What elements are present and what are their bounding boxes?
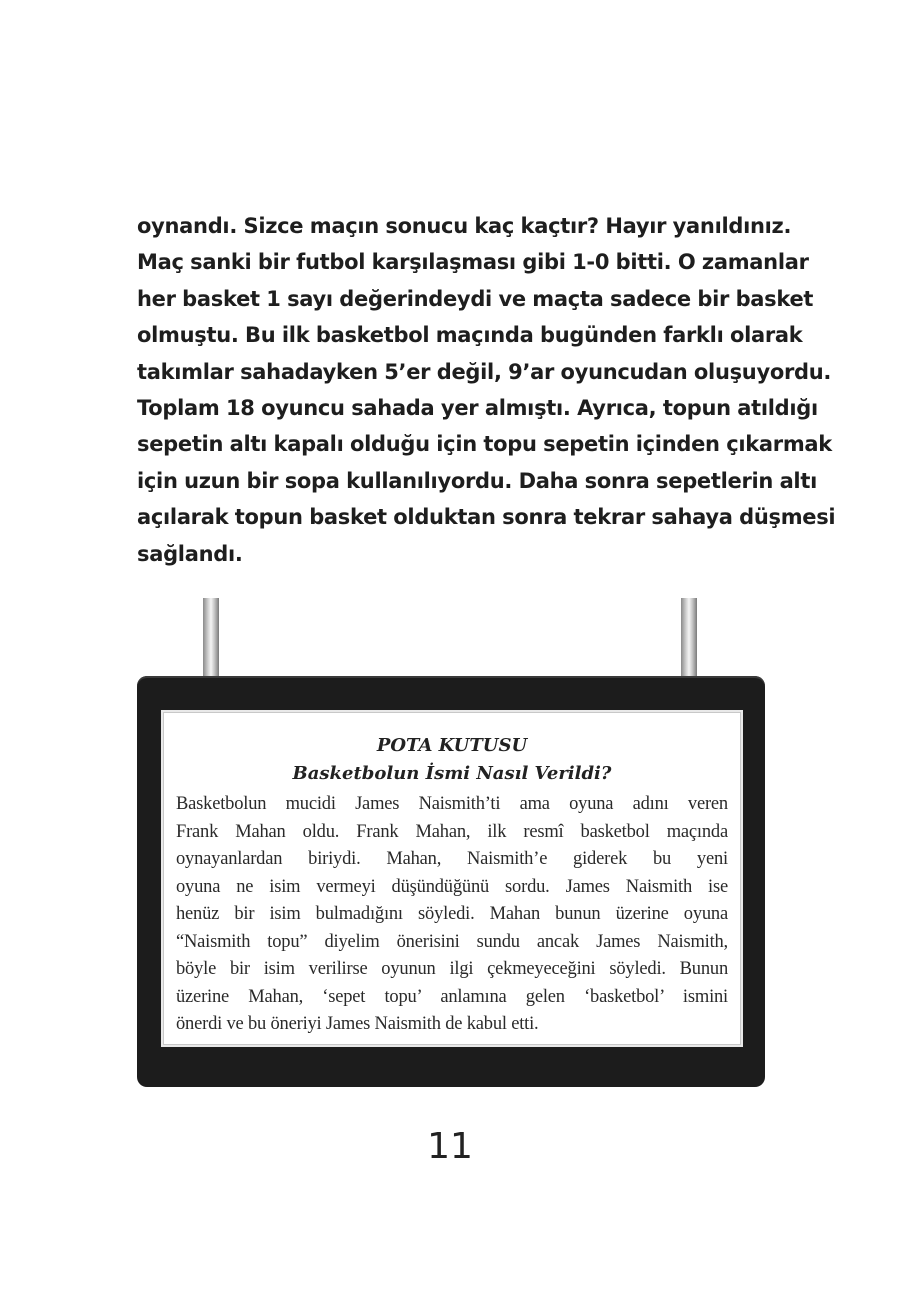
paragraph-line: Maç sanki bir futbol karşılaşması gibi 1-0 bitti. O zamanlar xyxy=(137,250,809,275)
info-box-title: POTA KUTUSU xyxy=(376,735,528,756)
info-box-body xyxy=(176,791,728,1039)
paragraph-line: sağlandı. xyxy=(137,541,243,566)
info-box-line: oynayanlardan biriydi. Mahan, Naismith’e giderek bu yeni xyxy=(176,849,728,869)
info-box-line: böyle bir isim verilirse oyunun ilgi çekmeyeceğini söyledi. Bunun xyxy=(176,959,728,979)
paragraph-line: açılarak topun basket olduktan sonra tekrar sahaya düşmesi xyxy=(137,505,836,530)
info-box-line: oyuna ne isim vermeyi düşündüğünü sordu. James Naismith ise xyxy=(176,876,728,897)
paragraph-line: oynandı. Sizce maçın sonucu kaç kaçtır? Hayır yanıldınız. xyxy=(137,214,792,238)
info-box-line: Basketbolun mucidi James Naismith’ti ama oyuna adını veren xyxy=(176,794,728,814)
info-box-subtitle: Basketbolun İsmi Nasıl Verildi? xyxy=(292,763,612,784)
info-box-line: “Naismith topu” diyelim önerisini sundu ancak James Naismith, xyxy=(176,931,728,952)
sign-pole-right xyxy=(681,598,697,680)
paragraph-line: Toplam 18 oyuncu sahada yer almıştı. Ayrıca, topun atıldığı xyxy=(137,396,818,421)
main-paragraph xyxy=(137,208,836,572)
info-box-line: üzerine Mahan, ‘sepet topu’ anlamına gelen ‘basketbol’ ismini xyxy=(176,986,728,1007)
sign-pole-left xyxy=(203,598,219,680)
info-board xyxy=(163,712,741,1045)
info-box-line: Frank Mahan oldu. Frank Mahan, ilk resmî basketbol maçında xyxy=(176,821,728,842)
paragraph-line: her basket 1 sayı değerindeydi ve maçta sadece bir basket xyxy=(137,286,814,311)
paragraph-line: olmuştu. Bu ilk basketbol maçında bugünden farklı olarak xyxy=(137,323,803,348)
paragraph-line: takımlar sahadayken 5’er değil, 9’ar oyuncudan oluşuyordu. xyxy=(137,359,832,384)
paragraph-line: için uzun bir sopa kullanılıyordu. Daha sonra sepetlerin altı xyxy=(137,468,817,493)
info-box-line: henüz bir isim bulmadığını söyledi. Mahan bunun üzerine oyuna xyxy=(176,904,728,924)
paragraph-line: sepetin altı kapalı olduğu için topu sepetin içinden çıkarmak xyxy=(137,432,832,457)
info-box-line: önerdi ve bu öneriyi James Naismith de kabul etti. xyxy=(176,1014,539,1034)
page-number: 11 xyxy=(427,1126,473,1167)
